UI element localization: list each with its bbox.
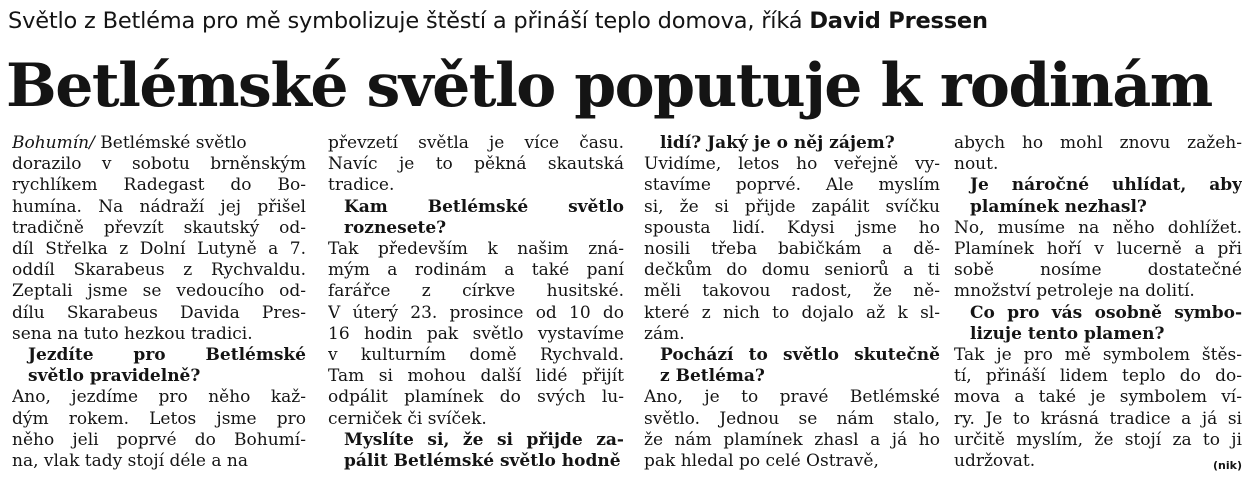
interview-question-line: roznesete? <box>344 217 447 238</box>
article-text-line: si, že si přijde zapálit svíčku <box>644 196 940 217</box>
article-text-line: oddíl Skarabeus z Rychvaldu. <box>12 260 306 281</box>
article-text-line: spousta lidí. Kdysi jsme ho <box>644 217 940 238</box>
article-text-line: V úterý 23. prosince od 10 do <box>328 302 624 323</box>
article-text-line: cerniček či svíček. <box>328 408 487 429</box>
article-text-line: stavíme poprvé. Ale myslím <box>644 175 940 196</box>
article-text-line: dorazilo v sobotu brněnským <box>12 154 306 175</box>
article-text-line: tí, přináší lidem teplo do do- <box>954 366 1242 387</box>
article-text-line: rychlíkem Radegast do Bo- <box>12 175 306 196</box>
interviewee-name: David Pressen <box>809 8 988 34</box>
interview-question-line: Co pro vás osobně symbo- <box>970 302 1242 323</box>
article-headline: Betlémské světlo poputuje k rodinám <box>6 51 1212 121</box>
article-text-line: Uvidíme, letos ho veřejně vy- <box>644 154 940 175</box>
article-text-line: nosili třeba babičkám a dě- <box>644 239 940 260</box>
interview-question-line: světlo pravidelně? <box>28 366 201 387</box>
article-column-2 <box>328 133 624 502</box>
article-text-line: tradičně převzít skautský od- <box>12 217 306 238</box>
interview-question-line: Kam Betlémské světlo <box>344 196 624 217</box>
interview-question-line: z Betléma? <box>660 366 765 387</box>
article-text-line: převzetí světla je více času. <box>328 133 624 153</box>
interview-question-line: pálit Betlémské světlo hodně <box>344 451 621 472</box>
interview-question-line: Je náročné uhlídat, aby <box>970 175 1242 196</box>
interview-question-line: lizuje tento plamen? <box>970 323 1165 344</box>
article-text-line: mým a rodinám a také paní <box>328 260 624 281</box>
article-text-line: odpálit plamínek do svých lu- <box>328 387 624 408</box>
article-text-line: dečkům do domu seniorů a ti <box>644 260 940 281</box>
article-text-line: nout. <box>954 154 999 175</box>
article-text-line: že nám plamínek zhasl a já ho <box>644 429 940 450</box>
article-text-line: abych ho mohl znovu zažeh- <box>954 133 1242 153</box>
dateline-line <box>12 133 306 154</box>
article-text-line: které z nich to dojalo až k sl- <box>644 302 940 323</box>
article-text-line: ry. Je to krásná tradice a já si <box>954 408 1242 429</box>
article-text-line: dílu Skarabeus Davida Pres- <box>12 302 306 323</box>
interview-question-line: Jezdíte pro Betlémské <box>28 345 306 366</box>
article-text-line: množství petroleje na dolití. <box>954 281 1195 302</box>
article-text-line: 16 hodin pak světlo vystavíme <box>328 323 624 344</box>
article-text-line: No, musíme na něho dohlížet. <box>954 217 1242 238</box>
article-text-line: určitě myslím, že stojí za to ji <box>954 429 1242 450</box>
article-text-line: Ano, je to pravé Betlémské <box>644 387 940 408</box>
article-text-line: zám. <box>644 323 685 344</box>
article-text-line: měli takovou radost, že ně- <box>644 281 940 302</box>
article-text-line: sena na tuto hezkou tradici. <box>12 323 253 344</box>
article-text-line: humína. Na nádraží jej přišel <box>12 196 306 217</box>
interview-question-line: Pochází to světlo skutečně <box>660 345 940 366</box>
article-text-line: Plamínek hoří v lucerně a při <box>954 239 1242 260</box>
article-text-line: mova a také je symbolem ví- <box>954 387 1242 408</box>
article-text-line: Navíc je to pěkná skautská <box>328 154 624 175</box>
article-text-line: světlo. Jednou se nám stalo, <box>644 408 940 429</box>
article-text-line: něho jeli poprvé do Bohumí- <box>12 429 306 450</box>
interview-question-line: Myslíte si, že si přijde za- <box>344 429 624 450</box>
interview-question-line: lidí? Jaký je o něj zájem? <box>660 133 895 153</box>
article-column-3 <box>644 133 940 502</box>
interview-question-line: plamínek nezhasl? <box>970 196 1147 217</box>
author-signature: (nik) <box>1213 459 1242 473</box>
article-column-1 <box>12 133 306 502</box>
article-column-4 <box>954 133 1242 502</box>
article-text-line: v kulturním domě Rychvald. <box>328 345 624 366</box>
article-text-line: Tam si mohou další lidé přijít <box>328 366 624 387</box>
article-text-line: udržovat. (nik) <box>954 451 1242 472</box>
article-text-line: pak hledal po celé Ostravě, <box>644 451 879 472</box>
dateline-place: Bohumín/ <box>12 133 95 153</box>
article-text-line: Tak především k našim zná- <box>328 239 624 260</box>
article-text-line: Zeptali jsme se vedoucího od- <box>12 281 306 302</box>
article-text-line: tradice. <box>328 175 395 196</box>
article-text-line: na, vlak tady stojí déle a na <box>12 451 248 472</box>
article-text-line: díl Střelka z Dolní Lutyně a 7. <box>12 239 306 260</box>
article-text-line: Tak je pro mě symbolem štěs- <box>954 345 1242 366</box>
article-text-line: sobě nosíme dostatečné <box>954 260 1242 281</box>
article-text-line: Ano, jezdíme pro něho kaž- <box>12 387 306 408</box>
article-text-line: farářce z církve husitské. <box>328 281 624 302</box>
article-text-line: dým rokem. Letos jsme pro <box>12 408 306 429</box>
dateline-text: Betlémské světlo <box>94 133 247 153</box>
article-subheadline <box>8 6 1244 36</box>
subheadline-text: Světlo z Betléma pro mě symbolizuje štěstí a přináší teplo domova, říká <box>8 8 803 34</box>
